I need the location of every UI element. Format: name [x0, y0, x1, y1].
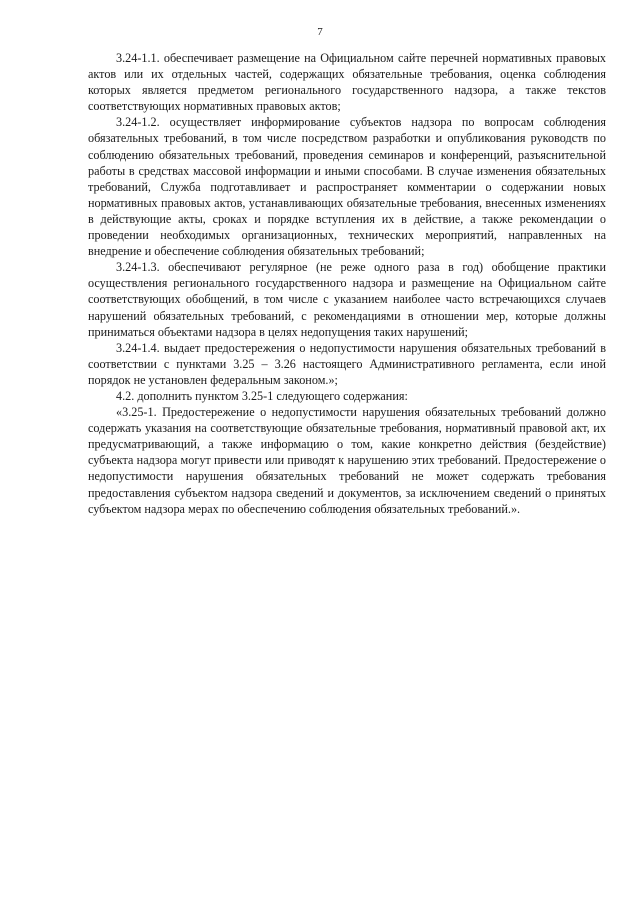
document-body	[88, 50, 606, 517]
paragraph-3-24-1-1: 3.24-1.1. обеспечивает размещение на Официальном сайте перечней нормативных правовых актов или их отдельных частей, содержащих обязательные требования, оценка соблюдения которых является предметом регионального государственного надзора, а также текстов соответствующих нормативных правовых актов;	[88, 51, 606, 114]
page-number: 7	[317, 26, 323, 38]
paragraph-3-24-1-4: 3.24-1.4. выдает предостережения о недопустимости нарушения обязательных требований в соответствии с пунктами 3.25 – 3.26 настоящего Административного регламента, если иной порядок не установлен федеральным законом.»;	[88, 340, 606, 387]
paragraph-3-25-1: «3.25-1. Предостережение о недопустимости нарушения обязательных требований должно содержать указания на соответствующие обязательные требования, нормативный правовой акт, их предусматривающий, а также информацию о том, какие конкретно действия (бездействие) субъекта надзора могут привести или приводят к нарушению этих требований. Предостережение о недопустимости нарушения обязательных требований не может содержать требования предоставления субъектом надзора сведений и документов, за исключением сведений о принятых субъектом надзора мерах по обеспечению соблюдения обязательных требований.».	[88, 405, 606, 516]
paragraph-4-2: 4.2. дополнить пунктом 3.25-1 следующего содержания:	[116, 388, 408, 403]
paragraph-3-24-1-3: 3.24-1.3. обеспечивают регулярное (не реже одного раза в год) обобщение практики осуществления регионального государственного надзора и размещение на Официальном сайте соответствующих обобщений, в том числе с указанием наиболее часто встречающихся случаев нарушений обязательных требований, с рекомендациями в отношении мер, которые должны приниматься объектами надзора в целях недопущения таких нарушений;	[88, 260, 606, 339]
paragraph-3-24-1-2: 3.24-1.2. осуществляет информирование субъектов надзора по вопросам соблюдения обязательных требований, в том числе посредством разработки и опубликования руководств по соблюдению обязательных требований, проведения семинаров и конференций, разъяснительной работы в средствах массовой информации и иными способами. В случае изменения обязательных требований, Служба подготавливает и распространяет комментарии о содержании новых нормативных правовых актов, устанавливающих обязательные требования, внесенных изменениях в действующие акты, сроках и порядке вступления их в действие, а также рекомендации о проведении необходимых организационных, технических мероприятий, направленных на внедрение и обеспечение соблюдения обязательных требований;	[88, 115, 606, 259]
